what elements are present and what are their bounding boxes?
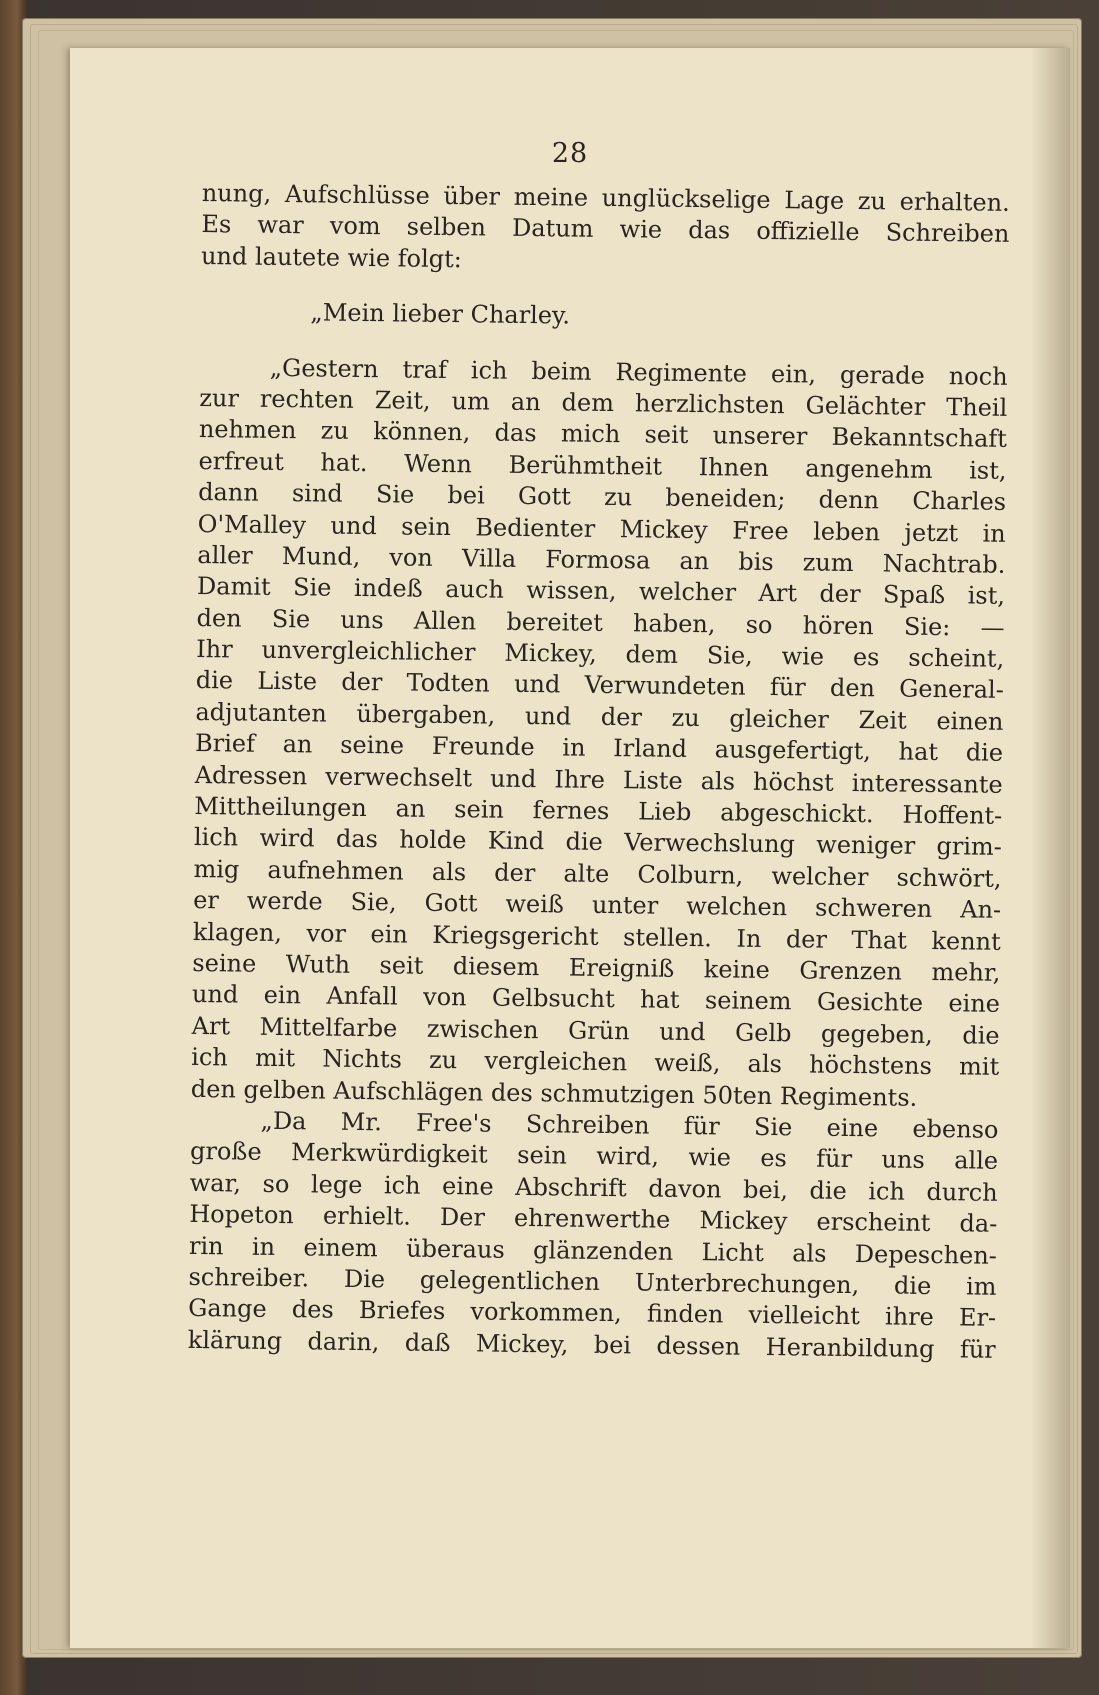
text-line: er werde Sie, Gott weiß unter welchen schweren An- bbox=[193, 886, 1002, 925]
text-line: den gelben Aufschlägen des schmutzigen 50ten Regiments. bbox=[190, 1074, 918, 1112]
text-line: Hopeton erhielt. Der ehrenwerthe Mickey erscheint da- bbox=[189, 1200, 998, 1238]
text-line: Brief an seine Freunde in Irland ausgefertigt, hat die bbox=[194, 729, 1004, 768]
text-line: Damit Sie indeß auch wissen, welcher Art der Spaß ist, bbox=[196, 572, 1006, 611]
text-line: nung, Aufschlüsse über meine unglückselige Lage zu erhalten. bbox=[201, 178, 1010, 217]
text-line: klagen, vor ein Kriegsgericht stellen. In der That kennt bbox=[192, 917, 1001, 956]
text-line: und ein Anfall von Gelbsucht hat seinem Gesichte eine bbox=[191, 980, 1001, 1019]
text-line: mig aufnehmen als der alte Colburn, welcher schwört, bbox=[193, 854, 1002, 893]
text-line: die Liste der Todten und Verwundeten für den General- bbox=[195, 666, 1004, 705]
page-number: 28 bbox=[551, 138, 589, 169]
text-line: seine Wuth seit diesem Ereigniß keine Grenzen mehr, bbox=[192, 948, 1001, 987]
text-line: zur rechten Zeit, um an dem herzlichsten Gelächter Theil bbox=[199, 383, 1008, 422]
text-line: Mittheilungen an sein fernes Lieb abgeschickt. Hoffent- bbox=[194, 791, 1003, 830]
text-line: klärung darin, daß Mickey, bei dessen Heranbildung für bbox=[187, 1325, 996, 1364]
text-line: schreiber. Die gelegentlichen Unterbrechungen, die im bbox=[188, 1262, 997, 1301]
text-line: „Da Mr. Free's Schreiben für Sie eine ebenso bbox=[260, 1106, 999, 1144]
book-page bbox=[70, 48, 1070, 1648]
text-line: große Merkwürdigkeit sein wird, wie es für uns alle bbox=[189, 1137, 999, 1176]
text-line: erfreut hat. Wenn Berühmtheit Ihnen angenehm ist, bbox=[198, 446, 1007, 485]
text-line: O'Malley und sein Bedienter Mickey Free leben jetzt in bbox=[197, 509, 1006, 548]
text-line: „Gestern traf ich beim Regimente ein, gerade noch bbox=[269, 353, 1008, 391]
text-line: Gange des Briefes vorkommen, finden vielleicht ihre Er- bbox=[188, 1294, 997, 1333]
text-line: Ihr unvergleichlicher Mickey, dem Sie, wie es scheint, bbox=[196, 635, 1005, 673]
text-line: nehmen zu können, das mich seit unserer Bekanntschaft bbox=[198, 415, 1008, 454]
text-line: und lautete wie folgt: bbox=[200, 241, 463, 273]
text-line: ich mit Nichts zu vergleichen weiß, als höchstens mit bbox=[191, 1043, 1000, 1081]
text-line: Es war vom selben Datum wie das offizielle Schreiben bbox=[201, 210, 1010, 249]
text-line: lich wird das holde Kind die Verwechslung weniger grim- bbox=[193, 823, 1003, 862]
text-line: Adressen verwechselt und Ihre Liste als höchst interessante bbox=[194, 760, 1003, 799]
text-line: rin in einem überaus glänzenden Licht als Depeschen- bbox=[188, 1231, 998, 1270]
text-line: dann sind Sie bei Gott zu beneiden; denn Charles bbox=[197, 478, 1007, 516]
letter-salutation: „Mein lieber Charley. bbox=[310, 298, 571, 330]
body-text bbox=[188, 178, 1010, 1366]
text-line: den Sie uns Allen bereitet haben, so hören Sie: — bbox=[196, 603, 1005, 642]
text-line: Art Mittelfarbe zwischen Grün und Gelb gegeben, die bbox=[191, 1011, 1000, 1050]
text-line: aller Mund, von Villa Formosa an bis zum Nachtrab. bbox=[197, 540, 1006, 579]
text-line: war, so lege ich eine Abschrift davon bei, die ich durch bbox=[189, 1168, 998, 1207]
text-line: adjutanten übergaben, und der zu gleicher Zeit einen bbox=[195, 697, 1004, 736]
